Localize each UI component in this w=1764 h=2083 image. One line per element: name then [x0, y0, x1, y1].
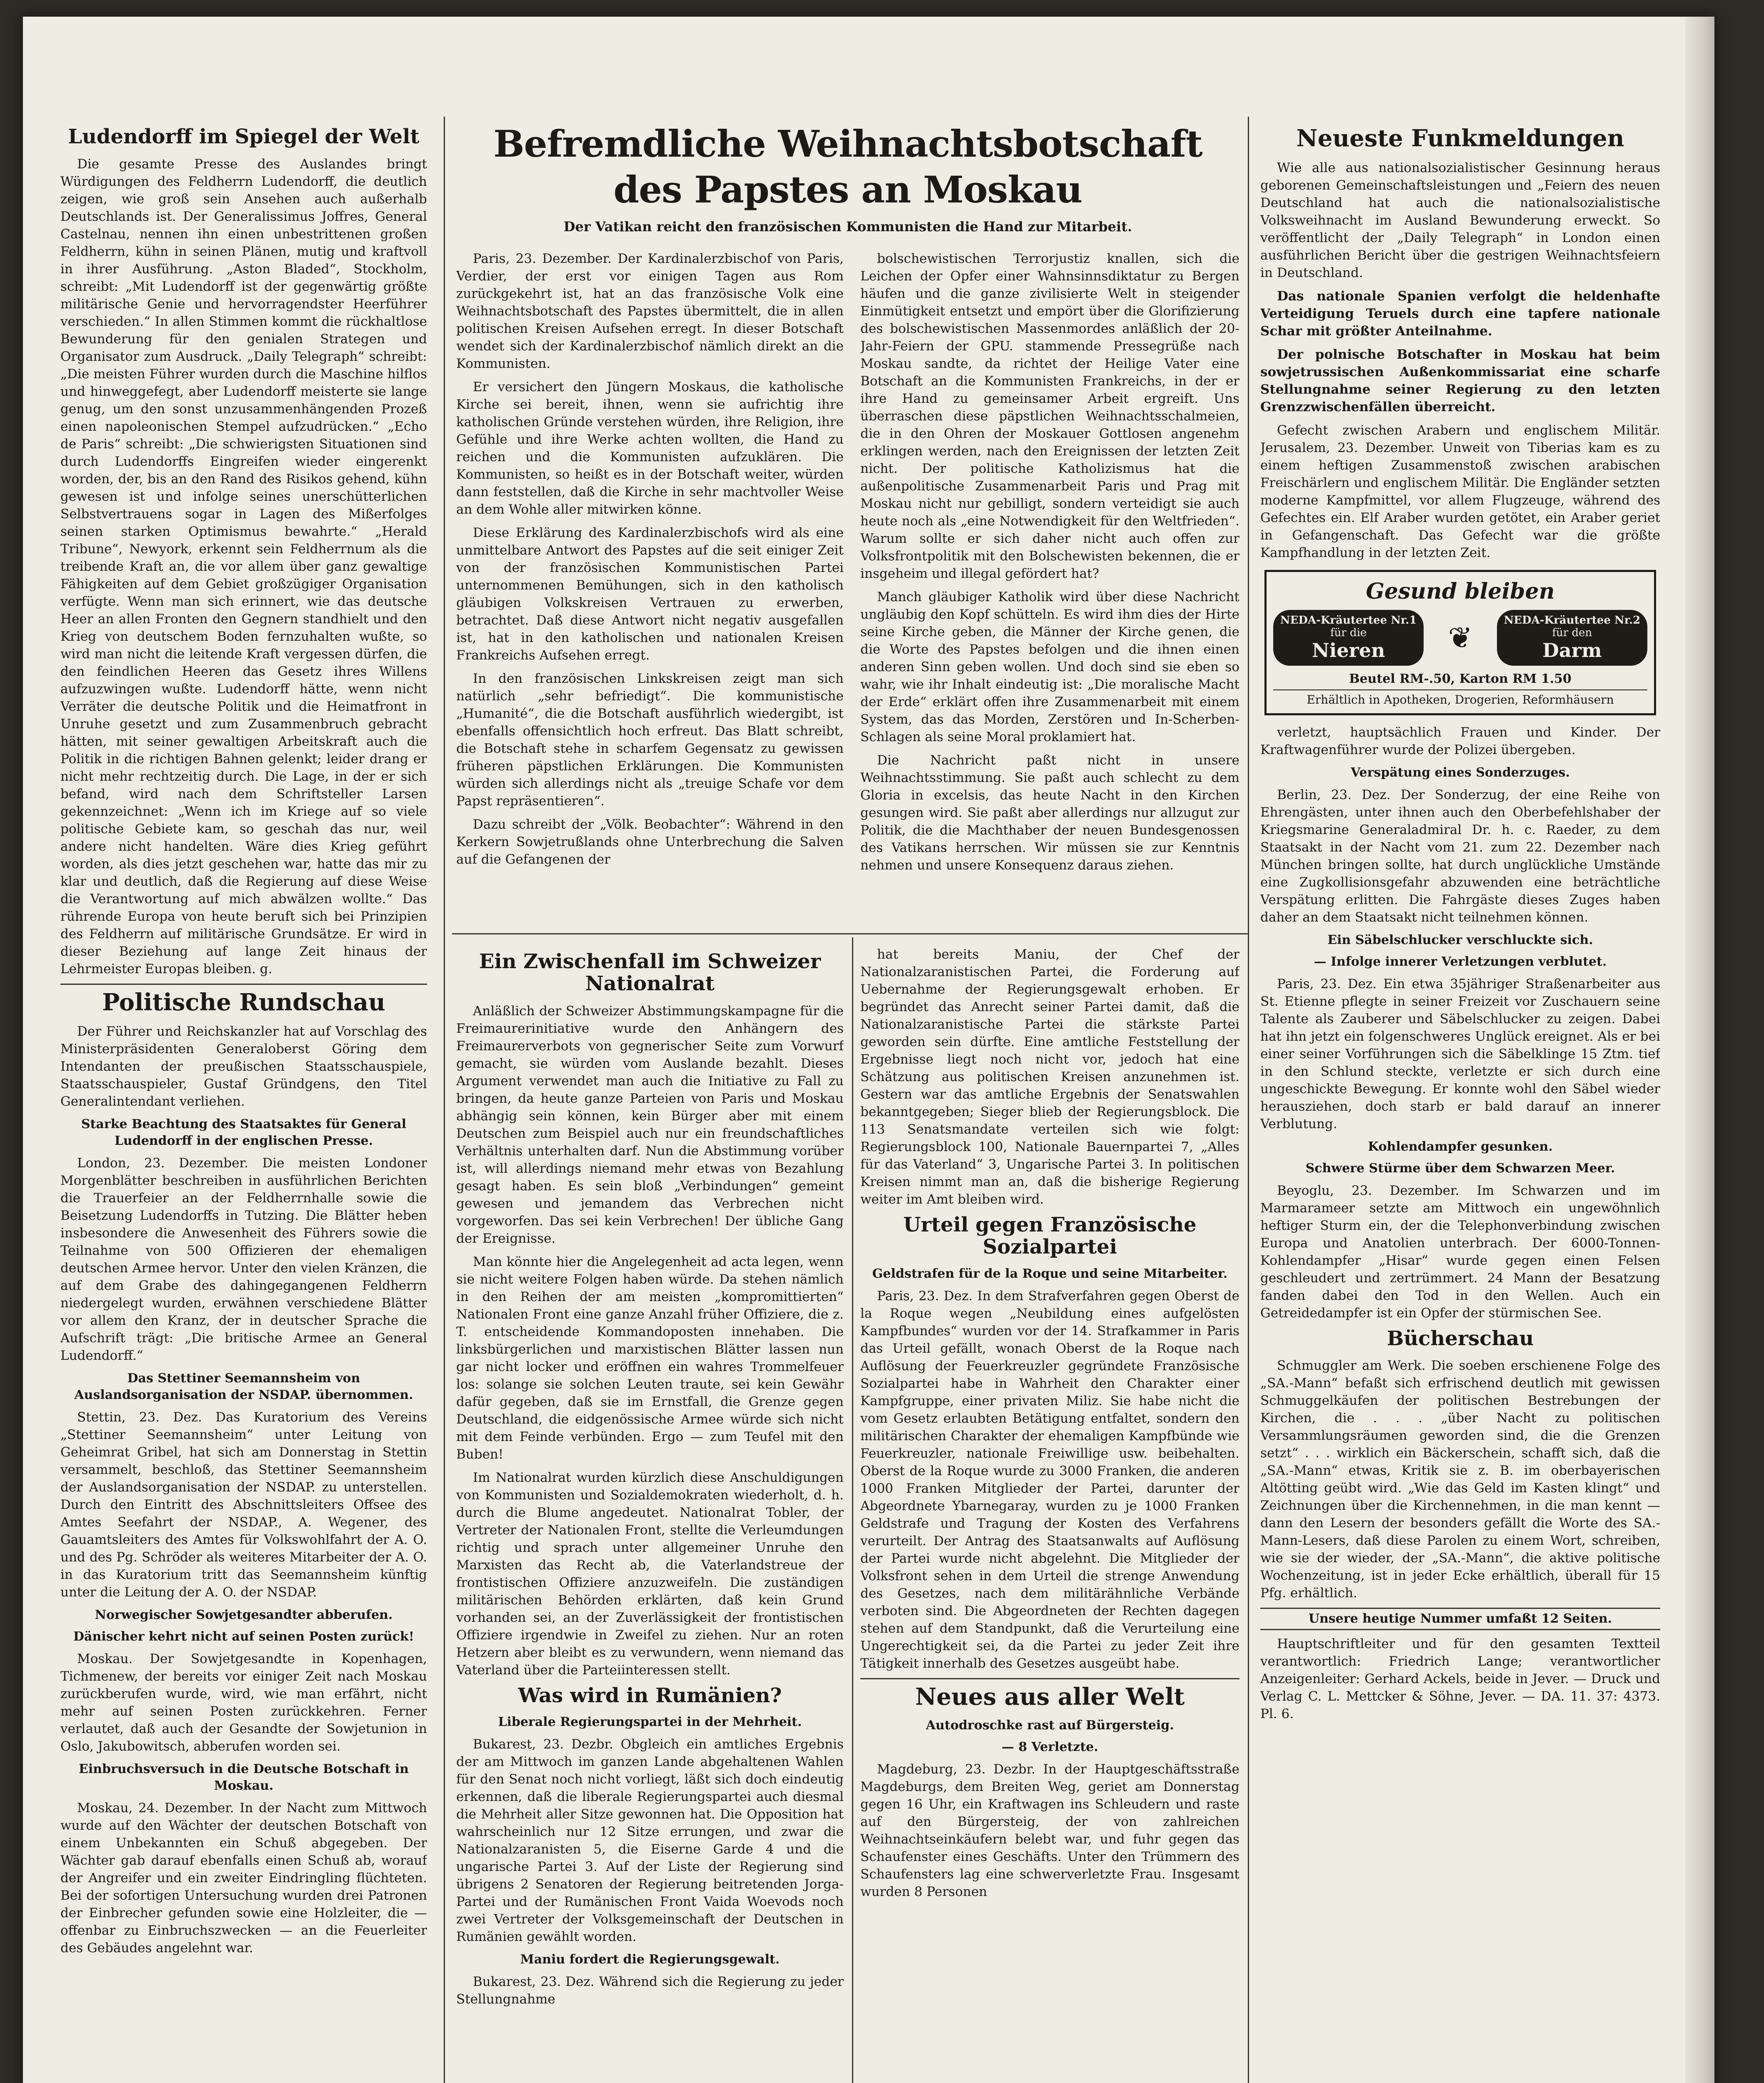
neda-product-1-organ: Nieren: [1312, 639, 1385, 662]
article-rumaenien: Bukarest, 23. Dez. Während sich die Regierung zu jeder Stellungnahme: [456, 1974, 844, 2007]
column-1: [60, 121, 427, 2083]
article-funk: Gefecht zwischen Arabern und englischem Militär. Jerusalem, 23. Dezember. Unweit von Tiberias kam es zu einem heftigen Zusammenstoß zwischen arabischen Freischärlern und englischem Militär. Die Engländer setzten moderne Kampfmittel, vor allem Flugzeuge, während des Gefechtes ein. Elf Araber wurden getötet, ein Araber geriet in Gefangenschaft. Das Gefecht war die größte Kampfhandlung in der letzten Zeit.: [1260, 422, 1660, 560]
article-funk: Der polnische Botschafter in Moskau hat beim sowjetrussischen Außenkommissariat eine scharfe Stellungnahme seiner Regierung zu den letzten Grenzzwischenfällen überreicht.: [1260, 347, 1660, 415]
subheadline-norweg: Dänischer kehrt nicht auf seinen Posten zurück!: [73, 1629, 414, 1644]
neda-price: Beutel RM-.50, Karton RM 1.50: [1349, 671, 1572, 686]
article-kohlen: Beyoglu, 23. Dezember. Im Schwarzen und im Marmarameer setzte am Mittwoch ein ungewöhnlich heftiger Sturm ein, der die Telephonverbindung zwischen Europa und Anatolien unterbrach. Der 6000-Tonnen-Kohlendampfer „Hisar“ wurde gegen einen Felsen geschleudert und zertrümmert. 24 Mann der Besatzung fanden dabei den Tod in den Wellen. Auch ein Getreidedampfer ist ein Opfer der stürmischen See.: [1260, 1183, 1660, 1321]
neda-product-1-name: NEDA-Kräutertee Nr.1: [1280, 614, 1417, 627]
article-neues: Magdeburg, 23. Dezbr. In der Hauptgeschäftsstraße Magdeburgs, dem Breiten Weg, geriet am Donnerstag gegen 16 Uhr, ein Kraftwagen ins Schleudern und raste auf den Bürgersteig, der von zahlreichen Weihnachtseinkäufern belebt war, und fuhr gegen das Schaufenster eines Geschäfts. Unter den Trümmern des Schaufensters lag eine schwerverletzte Frau. Insgesamt wurden 8 Personen: [860, 1762, 1239, 1900]
headline-einbruch: Einbruchsversuch in die Deutsche Botschaft in Moskau.: [78, 1762, 409, 1793]
headline-norweg: Norwegischer Sowjetgesandter abberufen.: [95, 1608, 393, 1623]
neda-product-1: [1273, 610, 1424, 666]
papst-paragraph: Paris, 23. Dezember. Der Kardinalerzbischof von Paris, Verdier, der erst vor einigen Tagen aus Rom zurückgekehrt ist, hat an das französische Volk eine Weihnachtsbotschaft des Papstes übermittelt, die in allen politischen Kreisen Aufsehen erregt. In dieser Botschaft wendet sich der Kardinalerzbischof nämlich direkt an die Kommunisten.: [456, 251, 844, 371]
article-maniu: hat bereits Maniu, der Chef der Nationalzaranistischen Partei, die Forderung auf Uebernahme der Regierungsgewalt erhoben. Er begründet das Anrecht seiner Partei damit, daß die Nationalzaranistische Partei die stärkste Partei geworden sein dürfte. Eine amtliche Feststellung der Ergebnisse liegt noch nicht vor, jedoch hat eine Schätzung aus politischen Kreisen anzunehmen ist. Gestern war das amtliche Ergebnis der Senatswahlen bekanntgegeben; Sieger blieb der Regierungsblock. Die 113 Senatsmandate verteilen sich wie folgt: Regierungsblock 100, Nationale Bauernpartei 7, „Alles für das Vaterland“ 3, Ungarische Partei 3. In politischen Kreisen nimmt man an, daß die bisherige Regierung weiter im Amt bleiben wird.: [860, 947, 1239, 1207]
neda-slogan: Gesund bleiben: [1366, 578, 1555, 604]
papst-paragraph: Die Nachricht paßt nicht in unsere Weihnachtsstimmung. Sie paßt auch schlecht zu dem Gloria in excelsis, das heute Nacht in den Kirchen gesungen wird. Sie paßt aber allerdings nur allzugut zur Politik, die die Machthaber der neuen Bundesgenossen des Vatikans herrschen. Wir müssen sie zur Kenntnis nehmen und unsere Konsequenz daraus ziehen.: [860, 753, 1239, 873]
headline-funk: Neueste Funkmeldungen: [1296, 125, 1624, 152]
papst-paragraph: Dazu schreibt der „Völk. Beobachter“: Während in den Kerkern Sowjetrußlands ohne Unterbrechung die Salven auf die Gefangenen der: [456, 817, 844, 867]
article-einbruch: Moskau, 24. Dezember. In der Nacht zum Mittwoch wurde auf den Wächter der deutschen Botschaft von einem Unbekannten ein Schuß abgegeben. Der Wächter gab darauf ebenfalls einen Schuß ab, worauf der Angreifer und ein zweiter Eindringling flüchteten. Bei der sofortigen Untersuchung wurden drei Patronen der Einbrecher gefunden sowie eine Holzleiter, die — offenbar zu Einbruchszwecken — an die Feuerleiter des Gebäudes angelehnt war.: [60, 1801, 427, 1956]
article-verletzt: verletzt, hauptsächlich Frauen und Kinder. Der Kraftwagenführer wurde der Polizei übergeben.: [1260, 724, 1660, 757]
article-ludendorff: Die gesamte Presse des Auslandes bringt Würdigungen des Feldherrn Ludendorff, die deutlich zeigen, wie groß sein Ansehen auch außerhalb Deutschlands ist. Der Generalissimus Joffres, General Castelnau, nennen ihn einen unbestrittenen großen Feldherrn, kühn in seinen Plänen, mutig und kraftvoll in ihrer Ausführung. „Aston Bladed“, Stockholm, schreibt: „Mit Ludendorff ist der gegenwärtig größte militärische Genie und hervorragendster Heerführer verschieden.“ In allen Stimmen kommt die rückhaltlose Bewunderung für den genialen Strategen und Organisator zum Ausdruck. „Daily Telegraph“ schreibt: „Die meisten Führer wurden durch die Maschine hilflos und hinweggefegt, aber Ludendorff meisterte sie lange genug, um den sonst unzusammenhängenden Prozeß einen napoleonischen Stempel aufzudrücken.“ „Echo de Paris“ schreibt: „Die schwierigsten Situationen sind durch Ludendorffs Eingreifen wieder eingerenkt worden, der, bis an den Rand des Risikos gehend, kühn gewesen ist und infolge seines unerschütterlichen Selbstvertrauens sogar in Lagen des Mißerfolges seinen starken Optimismus bewahrte.“ „Herald Tribune“, Newyork, erkennt sein Feldherrnum als die treibende Kraft an, die vor allem über ganz gewaltige Fähigkeiten auf dem Gebiet großzügiger Organisation verfügte. Wenn man sich erinnert, wie das deutsche Heer an allen Fronten den Gegnern standhielt und den Krieg von deutschem Boden fernzuhalten wußte, so wird man nicht die leitende Kraft vergessen dürfen, die den feindlichen Heeren das Gesetz ihres Willens aufzuzwingen wußte. Ludendorff hätte, wenn nicht Verräter die deutsche Politik und die Heimatfront in Unruhe gesetzt und zum Zusammenbruch gebracht hätten, mit seiner gewaltigen Arbeitskraft auch die Politik in die richtigen Bahnen gelenkt; leider drang er nicht mehr rechtzeitig durch. Die Lage, in der er sich befand, wird nach dem Schriftsteller Larsen gekennzeichnet: „Wenn ich im Kriege auf so viele politische Gebiete kam, so geschah das nur, weil andere nicht handelten. Wäre dies Krieg geführt worden, als dies jetzt geschehen war, hatte das mir zu klar und deutlich, daß die Regierung auf diese Weise die Verantwortung auf mich abwälzen wollte.“ Das rührende Europa von heute beruft sich bei Prinzipien des Feldherrn auf militärische Grundsätze. Er wird in dieser Beziehung auf lange Zeit hinaus der Lehrmeister Europas bleiben. g.: [60, 156, 427, 977]
column-2-lower: [456, 946, 844, 2083]
impressum: Hauptschriftleiter und für den gesamten Textteil verantwortlich: Friedrich Lange; verantwortlicher Anzeigenleiter: Gerhard Ackels, beide in Jever. — Druck und Verlag C. L. Mettcker & Söhne, Jever. — DA. 11. 37: 4373. Pl. 6.: [1260, 1636, 1660, 1722]
neda-product-2-organ: Darm: [1542, 639, 1602, 662]
page-edge: [1685, 17, 1714, 2083]
headline-saebel: Ein Säbelschlucker verschluckte sich.: [1327, 932, 1593, 947]
neda-product-2-name: NEDA-Kräutertee Nr.2: [1504, 614, 1641, 627]
subheadline-kohlen: Schwere Stürme über dem Schwarzen Meer.: [1305, 1161, 1615, 1176]
article-zwischenfall: Im Nationalrat wurden kürzlich diese Anschuldigungen von Kommunisten und Sozialdemokraten wiederholt, d. h. durch die Blume angedeutet. Nationalrat Tobler, der Vertreter der Nationalen Front, stellte die Verleumdungen richtig und sprach unter allgemeiner Unruhe den Marxisten das Recht ab, die Vaterlandstreue der frontistischen Offiziere anzuzweifeln. Die zuständigen militärischen Behörden erklärten, daß kein Grund vorhanden sei, an der Zuverlässigkeit der frontistischen Offiziere irgendwie in Zweifel zu ziehen. Nur an roten Hetzern aber bleibt es zu verwundern, wenn niemand das Vaterland über die Parteiinteressen stellt.: [456, 1470, 844, 1678]
subheadline-rumaenien: Liberale Regierungspartei in der Mehrheit.: [498, 1715, 802, 1730]
headline-beachtung: Starke Beachtung des Staatsaktes für General Ludendorff in der englischen Presse.: [81, 1117, 407, 1149]
article-rumaenien: Bukarest, 23. Dezbr. Obgleich ein amtliches Ergebnis der am Mittwoch im ganzen Lande abgehaltenen Wahlen für den Senat noch nicht vorliegt, läßt sich doch eindeutig erkennen, daß die liberale Regierungspartei auch diesmal die Mehrheit aller Sitze gewonnen hat. Die Opposition hat wahrscheinlich nur 12 Sitze errungen, und zwar die Nationalzaranisten 5, die Eiserne Garde 4 und die ungarische Partei 3. Auf der Liste der Regierung sind übrigens 2 Senatoren der Regierung beitretenden Jorga-Partei und der Rumänischen Front Vaida Woevods noch zwei Vertreter der Volksgemeinschaft der Deutschen in Rumänien gewählt worden.: [456, 1737, 844, 1945]
article-zwischenfall: Man könnte hier die Angelegenheit ad acta legen, wenn sie nicht weitere Folgen haben würde. Da stehen nämlich in den Reihen der am meisten „kompromittierten“ Nationalen Front eine ganze Anzahl früher Offiziere, die z. T. entscheidende Kommandoposten innehaben. Die linksbürgerlichen und marxistischen Blätter lassen nun gar nicht locker und eröffnen ein wahres Trommelfeuer los: solange sie solchen Leuten traute, sei kein Gewähr dafür gegeben, daß sie im Ernstfall, die Grenze gegen Deutschland, die eidgenössische Armee würde sich nicht mit dem Feinde verbünden. Ergo — zum Teufel mit den Buben!: [456, 1254, 844, 1462]
subheadline-maniu: Maniu fordert die Regierungsgewalt.: [520, 1952, 780, 1967]
article-sonderzug: Berlin, 23. Dez. Der Sonderzug, der eine Reihe von Ehrengästen, unter ihnen auch den Oberbefehlshaber der Kriegsmarine Generaladmiral Dr. h. c. Raeder, zu dem Staatsakt in der Nacht vom 21. zum 22. Dezember nach München bringen sollte, hat durch unglückliche Umstände eine Zugkollisionsgefahr abzuwenden eine beträchtliche Verspätung erlitten. Die Fahrgäste dieses Zuges haben daher an dem Staatsakt nicht teilnehmen können.: [1260, 787, 1660, 925]
article-saebel: Paris, 23. Dez. Ein etwa 35jähriger Straßenarbeiter aus St. Etienne pflegte in seiner Freizeit vor Zuschauern seine Talente als Zauberer und Säbelschlucker zu zeigen. Dabei hat ihn jetzt ein folgenschweres Unglück ereignet. Als er bei einer seiner Vorführungen sich die Säbelklinge 15 Ztm. tief in den Schlund steckte, verletzte er sich durch eine ungeschickte Bewegung. Er konnte wohl den Säbel wieder herausziehen, doch starb er bald darauf an innerer Verblutung.: [1260, 976, 1660, 1131]
subheadline-neues: Autodroschke rast auf Bürgersteig.: [926, 1718, 1174, 1733]
column-3-lower: [860, 946, 1239, 2083]
papst-paragraph: In den französischen Linkskreisen zeigt man sich natürlich „sehr befriedigt“. Die kommunistische „Humanité“, die die Botschaft ausführlich wiedergibt, ist ebenfalls offensichtlich hoch erfreut. Das Blatt schreibt, die Botschaft stehe in scharfem Gegensatz zu gewissen früheren päpstlichen Erklärungen. Die Kommunisten würden sich allerdings nicht als „treuige Schafe vor dem Papst repräsentieren“.: [456, 671, 844, 809]
article-beachtung: London, 23. Dezember. Die meisten Londoner Morgenblätter beschreiben in ausführlichen Berichten die Trauerfeier an der Feldherrnhalle sowie die Beisetzung Ludendorffs in Tutzing. Die Blätter heben insbesondere die Anwesenheit des Führers sowie die Teilnahme von 500 Offizieren der ehemaligen deutschen Armee hervor. Unter den vielen Kränzen, die auf dem Grabe des dahingegangenen Feldherrn niedergelegt wurden, erwähnen verschiedene Blätter vor allem den Kranz, der in deutscher Sprache die Aufschrift trägt: „Die britische Armee an General Ludendorff.“: [60, 1156, 427, 1364]
headline-neues: Neues aus aller Welt: [915, 1683, 1185, 1711]
neda-product-1-for: für die: [1330, 626, 1367, 639]
headline-kohlen: Kohlendampfer gesunken.: [1368, 1139, 1553, 1154]
headline-rundschau: Politische Rundschau: [102, 988, 385, 1016]
papst-paragraph: bolschewistischen Terrorjustiz knallen, sich die Leichen der Opfer einer Wahnsinnsdiktatur zu Bergen häufen und die ganze zivilisierte Welt in steigender Einmütigkeit entsetzt und empört über die Glorifizierung des bolschewistischen Massenmordes anläßlich der 20-Jahr-Feiern der GPU. stammende Pressegrüße nach Moskau sandte, da richtet der Heilige Vater eine Botschaft an die Kommunisten Frankreichs, in der er ihre Hand zu gemeinsamer Arbeit ergreift. Uns überraschen diese päpstlichen Weihnachtsschalmeien, die in den Ohren der Moskauer Gottlosen angenehm erklingen werden, nach den Ereignissen der letzten Zeit nicht. Der politische Katholizismus hat die außenpolitische Zusammenarbeit Paris und Prag mit Moskau nicht nur gebilligt, sondern verteidigt sie auch heute noch als „eine Notwendigkeit für den Weltfrieden“. Warum sollte er sich daher nicht auch offen zur Volksfrontpolitik mit den Bolschewisten bekennen, die er insgeheim und illegal gefördert hat?: [860, 251, 1239, 581]
neda-product-2: [1497, 610, 1647, 666]
article-urteil: Paris, 23. Dez. In dem Strafverfahren gegen Oberst de la Roque wegen „Neubildung eines aufgelösten Kampfbundes“ wurden vor der 14. Strafkammer in Paris das Urteil gefällt, wonach Oberst de la Roque nach Auflösung der Feuerkreuzler gegründete Französische Sozialpartei habe in Wahrheit den Charakter einer Kampfgruppe, einer privaten Miliz. Sie habe nicht die vom Gesetz erlaubten Betätigung entfaltet, sondern den militärischen Charakter der ehemaligen Kampfbünde wie Feuerkreuzler, nationale Freiwillige usw. beibehalten. Oberst de la Roque wurde zu 3000 Franken, die anderen 1000 Franken Mitglieder der Partei, darunter der Abgeordnete Ybarnegaray, wurden zu je 1000 Franken Geldstrafe und Tragung der Kosten des Verfahrens verurteilt. Der Antrag des Staatsanwalts auf Auflösung der Partei wurde nicht abgelehnt. Die Mitglieder der Volksfront sehen in dem Urteil die strenge Anwendung des Gesetzes, nach dem militärähnliche Verbände verboten sind. Die Abgeordneten der Rechten dagegen stehen auf dem Standpunkt, daß die Verurteilung eine Ungerechtigkeit sei, da die Partei zu jeder Zeit ihre Tätigkeit innerhalb des Gesetzes ausgeübt habe.: [860, 1288, 1239, 1671]
subheadline-saebel: — Infolge innerer Verletzungen verblutet.: [1314, 954, 1607, 969]
neda-where: Erhältlich in Apotheken, Drogerien, Reformhäusern: [1273, 689, 1647, 707]
papst-paragraph: Manch gläubiger Katholik wird über diese Nachricht ungläubig den Kopf schütteln. Es wird ihm dies der Hirte seine Kirche geben, die Männer der Kirche genen, die die Worte des Papstes befolgen und die ihnen einen anderen Sinn geben wollen. Und doch sind sie eben so wahr, wie ihr Inhalt eindeutig ist: „Die moralische Macht der Erde“ erklärt offen ihre Zusammenarbeit mit einem System, das das Morden, Zerstören und In-Scherben-Schlagen als seine Moral proklamiert hat.: [860, 589, 1239, 744]
divider: [860, 1678, 1239, 1679]
article-funk: Wie alle aus nationalsozialistischer Gesinnung heraus geborenen Gemeinschaftsleistungen und „Feiern des neuen Deutschland hat auch die nationalsozialistische Volksweihnacht im Ausland Bewunderung erweckt. So veröffentlicht der „Daily Telegraph“ in London einen ausführlichen Bericht über die gestrigen Weihnachtsfeiern in Deutschland.: [1260, 160, 1660, 280]
main-headline: Befremdliche Weihnachtsbotschaft des Papstes an Moskau: [493, 122, 1202, 211]
column-4: [1260, 121, 1660, 2083]
headline-zwischenfall: Ein Zwischenfall im Schweizer Nationalrat: [479, 950, 821, 995]
issue-pages-note: Unsere heutige Nummer umfaßt 12 Seiten.: [1260, 1608, 1660, 1630]
headline-stettin: Das Stettiner Seemannsheim von Auslandsorganisation der NSDAP. übernommen.: [74, 1371, 413, 1403]
headline-sonderzug: Verspätung eines Sonderzuges.: [1351, 765, 1570, 780]
article-rundschau: Der Führer und Reichskanzler hat auf Vorschlag des Ministerpräsidenten Generaloberst Göring dem Intendanten der preußischen Staatsschauspiele, Staatsschauspieler, Gustaf Gründgens, den Titel Generalintendant verliehen.: [60, 1024, 427, 1109]
article-stettin: Stettin, 23. Dez. Das Kuratorium des Vereins „Stettiner Seemannsheim“ unter Leitung von Geheimrat Gribel, hat sich am Donnerstag in Stettin versammelt, beschloß, das Stettiner Seemannsheim der Auslandsorganisation der NSDAP. zu unterstellen. Durch den Eintritt des Abschnittsleiters Offsee des Amtes Seefahrt der NSDAP., A. Wegener, des Gauamtsleiters des Amtes für Volkswohlfahrt der A. O. und des Pg. Schröder als weiteres Mitarbeiter der A. O. in das Kuratorium tritt das Seemannsheim künftig unter die Leitung der A. O. der NSDAP.: [60, 1410, 427, 1600]
headline-rumaenien: Was wird in Rumänien?: [518, 1683, 782, 1707]
papst-right: [860, 250, 1239, 929]
subheadline-neues-2: — 8 Verletzte.: [1002, 1740, 1098, 1755]
subheadline-urteil: Geldstrafen für de la Roque und seine Mitarbeiter.: [872, 1266, 1228, 1281]
headline-buecher: Bücherschau: [1387, 1326, 1534, 1350]
neda-advertisement: [1264, 570, 1656, 715]
article-buecher: Schmuggler am Werk. Die soeben erschienene Folge des „SA.-Mann“ befaßt sich erfrischend deutlich mit gewissen Schmuggelkäufen der politischen Bestrebungen der Kirchen, die . . . „über Nacht zu politischen Versammlungsräumen geworden sind, die die Grenzen setzt“ . . . wirklich ein Bäckerschein, schafft sich, daß die „SA.-Mann“ etwas, Kritik sie z. B. im oberbayerischen Altötting geübt wird. „Wie das Geld im Kasten klingt“ und Zeichnungen über die Kirchennehmen, in die man kennt — dann den Lesern der besonders gefällt die Worte des SA.-Mann-Lesers, daß diese Parolen zu einem Wort, schreiben, wie sie der wieder, der „SA.-Mann“, die aktive politische Wochenzeitung, ist in jeder Ecke erhältlich, überall für 15 Pfg. erhältlich.: [1260, 1358, 1660, 1601]
divider: [60, 984, 427, 985]
column-rule: [852, 937, 853, 2083]
papst-paragraph: Diese Erklärung des Kardinalerzbischofs wird als eine unmittelbare Antwort des Papstes auf die seit einiger Zeit von der französischen Kommunistischen Partei unternommenen Bemühungen, sich in den katholisch gläubigen Volkskreisen Vertrauen zu erwerben, betrachtet. Daß diese Antwort nicht negativ ausgefallen ist, hat in den katholischen und nationalen Kreisen Frankreichs Aufsehen erregt.: [456, 525, 844, 663]
neda-product-2-for: für den: [1552, 626, 1592, 639]
headline-ludendorff: Ludendorff im Spiegel der Welt: [68, 125, 420, 148]
section-rule: [452, 933, 1248, 934]
article-zwischenfall: Anläßlich der Schweizer Abstimmungskampagne für die Freimaurerinitiative wurde den Anhängern des Freimaurerverbots von gegnerischer Seite zum Vorwurf gemacht, sie würden vom Auslande bezahlt. Dieses Argument verwendet man auch die Initiative zu Fall zu bringen, da heute ganze Parteien von Paris und Moskau abhängig sein können, kein Bürger aber mit einem Deutschen zum Beispiel auch nur ein freundschaftliches Verhältnis unterhalten darf. Nun die Abstimmung vorüber ist, will allerdings niemand mehr etwas von Bezahlung gesagt haben. Es sein bloß „Verbindungen“ gemeint gewesen und jemandem das Verbrechen nicht vorgeworfen. Das sei kein Verbrechen! Der übliche Gang der Ereignisse.: [456, 1003, 844, 1246]
article-funk: Das nationale Spanien verfolgt die heldenhafte Verteidigung Teruels durch eine tapfere nationale Schar mit größter Anteilnahme.: [1260, 288, 1660, 339]
papst-paragraph: Er versichert den Jüngern Moskaus, die katholische Kirche sei bereit, ihnen, wenn sie aufrichtig ihre katholischen Gründe verstehen würden, ihre Religion, ihre Gefühle und ihre Werke achten wollten, die Hand zu reichen und die Kommunisten aufzuklären. Die Kommunisten, so heißt es in der Botschaft weiter, würden dann feststellen, daß die Kirche in sehr machtvoller Weise an dem Wohle aller mitwirken könne.: [456, 380, 844, 517]
article-norweg: Moskau. Der Sowjetgesandte in Kopenhagen, Tichmenew, der bereits vor einiger Zeit nach Moskau zurückberufen wurde, wird, wie man erfährt, nicht mehr auf seinen Posten zurückkehren. Ferner verlautet, daß auch der Gesandte der Sowjetunion in Oslo, Jakubowitsch, abberufen worden sei.: [60, 1651, 427, 1754]
neda-products: [1273, 610, 1647, 666]
column-rule: [444, 117, 445, 2083]
headline-urteil: Urteil gegen Französische Sozialpartei: [903, 1213, 1197, 1259]
main-subline: Der Vatikan reicht den französischen Kommunisten die Hand zur Mitarbeit.: [563, 219, 1132, 235]
herbs-icon: ❦: [1448, 620, 1473, 655]
papst-left: [456, 250, 844, 929]
newspaper-page: [23, 17, 1714, 2083]
column-rule: [1248, 117, 1249, 2083]
